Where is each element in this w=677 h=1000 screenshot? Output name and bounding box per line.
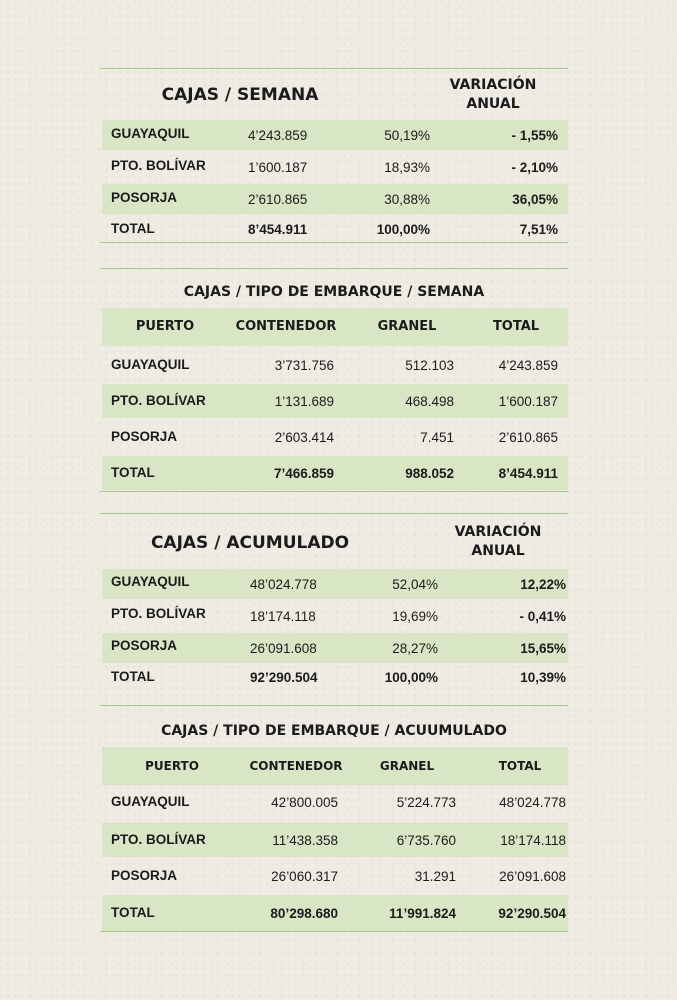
share-value: 19,69% bbox=[392, 609, 438, 624]
port-name: POSORJA bbox=[111, 638, 178, 653]
boxes-value: 2’610.865 bbox=[248, 192, 308, 207]
section-title: CAJAS / TIPO DE EMBARQUE / ACUUMULADO bbox=[161, 723, 507, 739]
share-value: 52,04% bbox=[392, 577, 438, 592]
container-value: 26’060.317 bbox=[271, 869, 338, 884]
table-row bbox=[102, 633, 568, 663]
total-value: 8’454.911 bbox=[498, 466, 558, 481]
variation-header-line1: VARIACIÓN bbox=[449, 77, 537, 93]
port-name: GUAYAQUIL bbox=[111, 574, 190, 589]
container-value: 3’731.756 bbox=[274, 358, 334, 373]
variation-value: - 2,10% bbox=[511, 160, 558, 175]
port-name: PTO. BOLÍVAR bbox=[111, 606, 206, 621]
table-header bbox=[102, 747, 568, 785]
total-value: 2’610.865 bbox=[498, 430, 558, 445]
share-value: 28,27% bbox=[392, 641, 438, 656]
table-row-total bbox=[102, 665, 568, 691]
boxes-value: 4’243.859 bbox=[248, 128, 308, 143]
port-name: TOTAL bbox=[111, 221, 155, 236]
section-cajas-acumulado bbox=[100, 513, 568, 691]
top-rule bbox=[100, 268, 568, 269]
table-row bbox=[102, 823, 568, 857]
total-value: 1’600.187 bbox=[498, 394, 558, 409]
total-value: 4’243.859 bbox=[498, 358, 558, 373]
bulk-value: 988.052 bbox=[405, 466, 454, 481]
bulk-value: 512.103 bbox=[405, 358, 454, 373]
section-title: CAJAS / ACUMULADO bbox=[150, 533, 350, 553]
column-header-total: TOTAL bbox=[492, 319, 540, 334]
total-value: 92’290.504 bbox=[498, 906, 566, 921]
bulk-value: 31.291 bbox=[414, 869, 456, 884]
table-row bbox=[102, 420, 568, 454]
column-header-puerto: PUERTO bbox=[145, 759, 199, 773]
container-value: 80’298.680 bbox=[270, 906, 338, 921]
variation-header-line1: VARIACIÓN bbox=[454, 524, 542, 540]
boxes-value: 48’024.778 bbox=[250, 577, 317, 592]
port-name: PTO. BOLÍVAR bbox=[111, 832, 206, 847]
bulk-value: 6’735.760 bbox=[396, 833, 456, 848]
total-value: 18’174.118 bbox=[500, 833, 566, 848]
table-row-total bbox=[102, 456, 568, 490]
table-row bbox=[102, 120, 568, 150]
variation-header-line2: ANUAL bbox=[471, 543, 525, 559]
top-rule bbox=[100, 513, 568, 514]
column-header-puerto: PUERTO bbox=[135, 319, 195, 334]
share-value: 30,88% bbox=[384, 192, 430, 207]
top-rule bbox=[100, 68, 568, 69]
port-name: POSORJA bbox=[111, 868, 178, 883]
column-header-contenedor: CONTENEDOR bbox=[235, 319, 337, 334]
column-header-total: TOTAL bbox=[498, 759, 542, 773]
section-cajas-semana bbox=[100, 68, 568, 244]
bottom-rule bbox=[100, 931, 568, 932]
port-name: POSORJA bbox=[111, 429, 178, 444]
table-row bbox=[102, 569, 568, 599]
port-name: TOTAL bbox=[111, 465, 155, 480]
container-value: 2’603.414 bbox=[274, 430, 334, 445]
bottom-rule bbox=[100, 242, 568, 243]
bulk-value: 11’991.824 bbox=[389, 906, 456, 921]
boxes-value: 18’174.118 bbox=[250, 609, 316, 624]
table-row-total bbox=[102, 895, 568, 931]
port-name: TOTAL bbox=[111, 905, 155, 920]
variation-header bbox=[426, 523, 570, 561]
share-value: 50,19% bbox=[384, 128, 430, 143]
port-name: PTO. BOLÍVAR bbox=[111, 393, 206, 408]
variation-header-line2: ANUAL bbox=[466, 96, 520, 112]
total-value: 48’024.778 bbox=[499, 795, 566, 810]
boxes-value: 92’290.504 bbox=[250, 670, 318, 685]
container-value: 1’131.689 bbox=[274, 394, 334, 409]
port-name: GUAYAQUIL bbox=[111, 794, 190, 809]
table-row bbox=[102, 859, 568, 893]
bulk-value: 468.498 bbox=[405, 394, 454, 409]
table-row bbox=[102, 152, 568, 182]
table-row bbox=[102, 184, 568, 214]
variation-value: 7,51% bbox=[519, 222, 558, 237]
share-value: 100,00% bbox=[376, 222, 430, 237]
bulk-value: 7.451 bbox=[420, 430, 454, 445]
section-tipo-embarque-acumulado bbox=[100, 705, 568, 933]
port-name: GUAYAQUIL bbox=[111, 126, 190, 141]
bottom-rule bbox=[100, 491, 568, 492]
container-value: 42’800.005 bbox=[271, 795, 338, 810]
variation-value: 15,65% bbox=[520, 641, 566, 656]
variation-header bbox=[418, 76, 568, 114]
variation-value: 36,05% bbox=[512, 192, 558, 207]
table-header bbox=[102, 308, 568, 346]
table-row bbox=[102, 348, 568, 382]
port-name: GUAYAQUIL bbox=[111, 357, 190, 372]
container-value: 11’438.358 bbox=[272, 833, 338, 848]
share-value: 100,00% bbox=[384, 670, 438, 685]
port-name: PTO. BOLÍVAR bbox=[111, 158, 206, 173]
variation-value: - 0,41% bbox=[519, 609, 566, 624]
variation-value: - 1,55% bbox=[511, 128, 558, 143]
column-header-granel: GRANEL bbox=[377, 319, 437, 334]
container-value: 7’466.859 bbox=[273, 466, 334, 481]
variation-value: 10,39% bbox=[520, 670, 566, 685]
table-row bbox=[102, 384, 568, 418]
table-row bbox=[102, 601, 568, 631]
port-name: POSORJA bbox=[111, 190, 178, 205]
bulk-value: 5’224.773 bbox=[396, 795, 456, 810]
table-row-total bbox=[102, 216, 568, 242]
top-rule bbox=[100, 705, 568, 706]
variation-value: 12,22% bbox=[520, 577, 566, 592]
column-header-granel: GRANEL bbox=[379, 759, 435, 773]
total-value: 26’091.608 bbox=[499, 869, 566, 884]
port-name: TOTAL bbox=[111, 669, 155, 684]
boxes-value: 26’091.608 bbox=[250, 641, 317, 656]
boxes-value: 1’600.187 bbox=[248, 160, 308, 175]
table-row bbox=[102, 785, 568, 819]
section-title: CAJAS / TIPO DE EMBARQUE / SEMANA bbox=[183, 284, 485, 300]
column-header-contenedor: CONTENEDOR bbox=[249, 759, 343, 773]
boxes-value: 8’454.911 bbox=[248, 222, 308, 237]
section-title: CAJAS / SEMANA bbox=[161, 85, 319, 105]
section-tipo-embarque-semana bbox=[100, 268, 568, 492]
share-value: 18,93% bbox=[384, 160, 430, 175]
